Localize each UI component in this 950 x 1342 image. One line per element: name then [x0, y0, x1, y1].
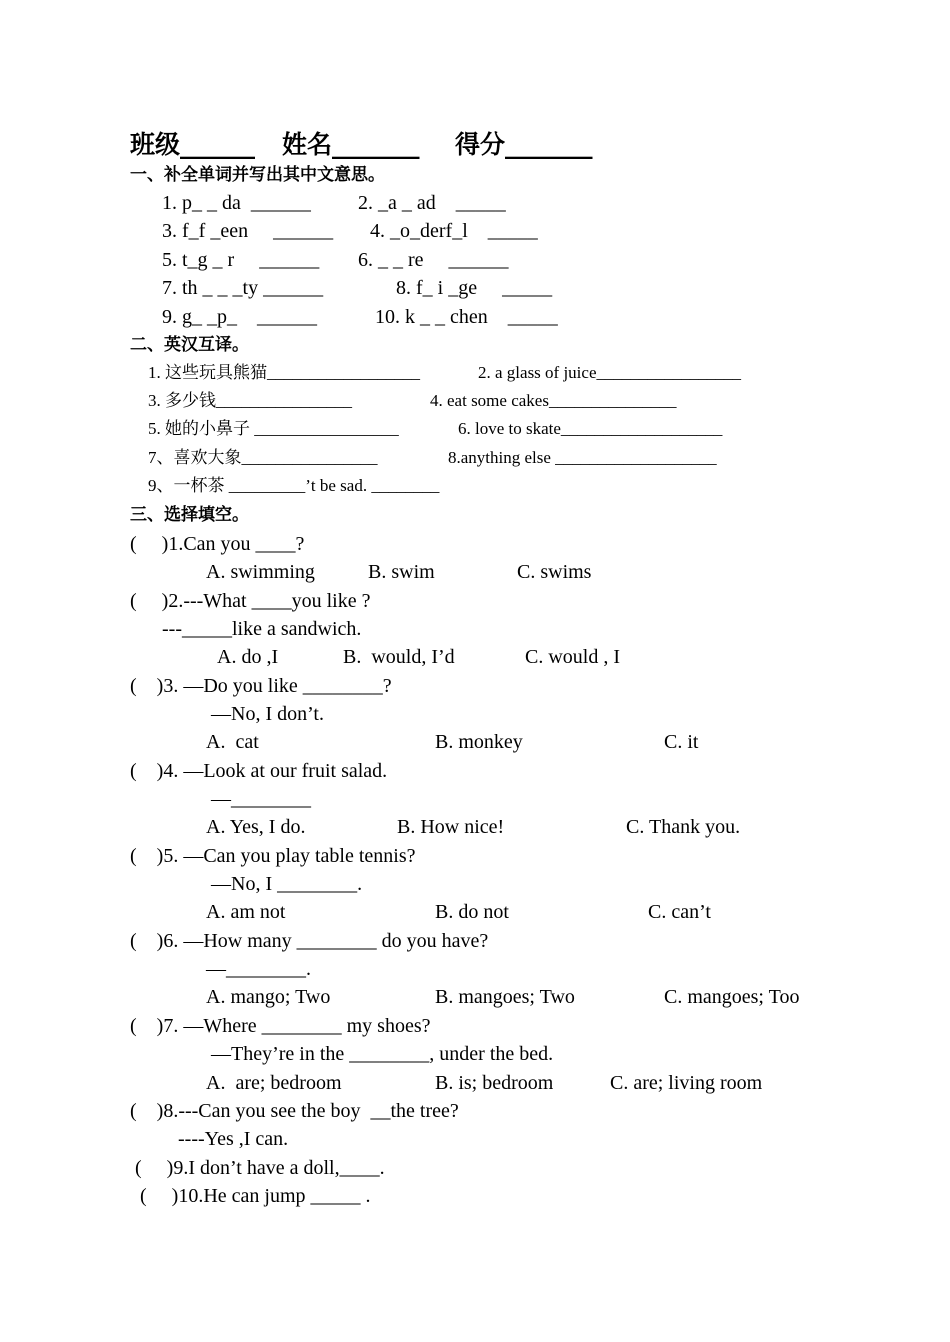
option-a: A. Yes, I do.	[206, 816, 306, 838]
score-field-label: 得分_______	[455, 130, 593, 159]
section2-item: 4. eat some cakes_______________	[430, 391, 677, 410]
question-3-response: —No, I don’t.	[211, 703, 324, 725]
section2-item: 1. 这些玩具熊猫__________________	[148, 363, 420, 382]
section1-item: 2. _a _ ad _____	[358, 192, 506, 214]
section1-item: 8. f_ i _ge _____	[396, 277, 553, 299]
question-5: ( )5. —Can you play table tennis?	[130, 845, 416, 867]
section2-item: 2. a glass of juice_________________	[478, 363, 741, 382]
question-4-response: —________	[211, 788, 311, 810]
option-a: A. cat	[206, 731, 259, 753]
option-a: A. are; bedroom	[206, 1072, 342, 1094]
option-b: B. How nice!	[397, 816, 505, 838]
option-b: B. do not	[435, 901, 509, 923]
option-a: A. mango; Two	[206, 986, 331, 1008]
option-c: C. swims	[517, 561, 592, 583]
section3-title: 三、选择填空。	[130, 505, 249, 525]
option-b: B. is; bedroom	[435, 1072, 554, 1094]
section2-item: 5. 她的小鼻子 _________________	[148, 419, 399, 438]
option-b: B. swim	[368, 561, 435, 583]
question-3: ( )3. —Do you like ________?	[130, 675, 392, 697]
question-2: ( )2.---What ____you like ?	[130, 590, 371, 612]
question-8-response: ----Yes ,I can.	[178, 1128, 289, 1150]
question-6: ( )6. —How many ________ do you have?	[130, 930, 489, 952]
section1-title: 一、补全单词并写出其中文意思。	[130, 165, 385, 185]
option-b: B. monkey	[435, 731, 523, 753]
section1-item: 6. _ _ re ______	[358, 249, 509, 271]
section2-item: 7、喜欢大象________________	[148, 448, 378, 467]
class-field-label: 班级______	[130, 130, 256, 159]
section1-item: 5. t_g _ r ______	[162, 249, 320, 271]
section1-item: 10. k _ _ chen _____	[375, 306, 558, 328]
question-7-response: —They’re in the ________, under the bed.	[211, 1043, 554, 1065]
question-4: ( )4. —Look at our fruit salad.	[130, 760, 388, 782]
option-a: A. do ,I	[217, 646, 279, 668]
section2-item: 8.anything else ___________________	[448, 448, 717, 467]
question-8: ( )8.---Can you see the boy __the tree?	[130, 1100, 459, 1122]
option-c: C. can’t	[648, 901, 711, 923]
option-c: C. mangoes; Too	[664, 986, 800, 1008]
option-c: C. are; living room	[610, 1072, 763, 1094]
question-1: ( )1.Can you ____?	[130, 533, 305, 555]
question-9: ( )9.I don’t have a doll,____.	[135, 1157, 385, 1179]
option-c: C. it	[664, 731, 699, 753]
option-a: A. am not	[206, 901, 286, 923]
option-c: C. would , I	[525, 646, 620, 668]
section1-item: 3. f_f _een ______	[162, 220, 334, 242]
option-a: A. swimming	[206, 561, 315, 583]
section1-item: 4. _o_derf_l _____	[370, 220, 538, 242]
section1-item: 1. p_ _ da ______	[162, 192, 311, 214]
section1-item: 9. g_ _p_ ______	[162, 306, 317, 328]
section2-item: 9、一杯茶 _________’t be sad. ________	[148, 476, 440, 495]
section2-item: 6. love to skate___________________	[458, 419, 723, 438]
question-2-response: ---_____like a sandwich.	[162, 618, 362, 640]
question-6-response: —________.	[206, 958, 311, 980]
question-10: ( )10.He can jump _____ .	[140, 1185, 371, 1207]
section1-item: 7. th _ _ _ty ______	[162, 277, 324, 299]
name-field-label: 姓名_______	[282, 130, 420, 159]
option-b: B. mangoes; Two	[435, 986, 575, 1008]
option-c: C. Thank you.	[626, 816, 741, 838]
section2-title: 二、英汉互译。	[130, 335, 249, 355]
section2-item: 3. 多少钱________________	[148, 391, 352, 410]
question-5-response: —No, I ________.	[211, 873, 363, 895]
option-b: B. would, I’d	[343, 646, 455, 668]
question-7: ( )7. —Where ________ my shoes?	[130, 1015, 431, 1037]
